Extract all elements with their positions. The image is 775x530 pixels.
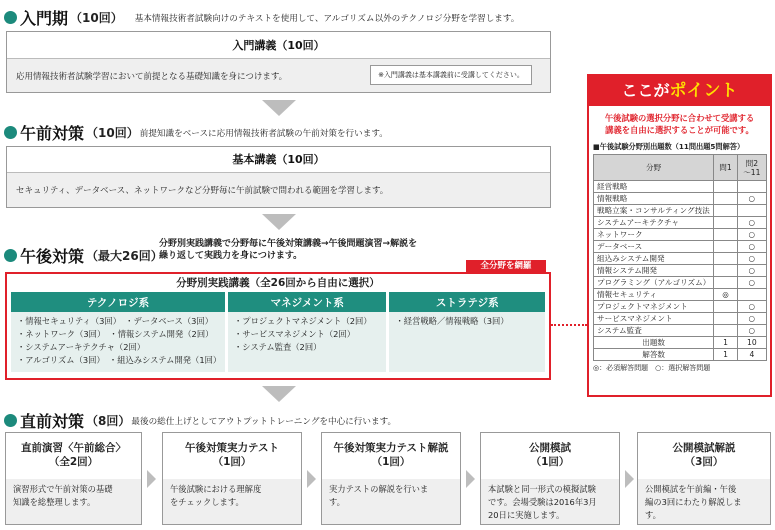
point-lead-line: 講義を自由に選択することが可能です。 xyxy=(605,125,754,135)
pm-heading xyxy=(4,244,163,267)
table-row xyxy=(594,217,767,229)
table-cell: ○ xyxy=(737,313,766,325)
table-cell: ◎ xyxy=(714,289,737,301)
table-cell xyxy=(714,253,737,265)
step-body xyxy=(638,479,770,524)
am-body-text: セキュリティ、データベース、ネットワークなど分野毎に午前試験で問われる範囲を学習します。 xyxy=(16,186,389,196)
step-count: （1回） xyxy=(530,456,570,468)
final-heading xyxy=(4,409,396,432)
pm-desc-line: 分野別実践講義で分野毎に午後対策講義→午後問題演習→解説を xyxy=(159,239,418,249)
table-row xyxy=(594,313,767,325)
chevron-right-icon xyxy=(466,470,475,488)
table-row xyxy=(594,181,767,193)
step-body xyxy=(481,479,619,524)
pm-col-body xyxy=(11,312,225,372)
step-title-line: 公開模試解説 xyxy=(672,442,736,454)
table-cell: ネットワーク xyxy=(594,229,714,241)
step-title-line: 午後対策実力テスト解説 xyxy=(333,442,449,454)
pm-col-management xyxy=(228,292,386,372)
table-cell: システム監査 xyxy=(594,325,714,337)
step-text: 午後試験における理解度 xyxy=(170,484,262,494)
final-desc: 最後の総仕上げとしてアウトプットトレーニングを中心に行います。 xyxy=(131,416,397,427)
am-box-body xyxy=(7,173,550,207)
pm-desc-line: 繰り返して実践力を身につけます。 xyxy=(159,251,303,261)
table-cell xyxy=(714,205,737,217)
intro-desc: 基本情報技術者試験向けのテキストを使用して、アルゴリズム以外のテクノロジ分野を学習します。 xyxy=(134,13,520,24)
list-item: ・情報セキュリティ（3回） ・データベース（3回） xyxy=(17,316,213,326)
am-desc: 前提知識をベースに応用情報技術者試験の午前対策を行います。 xyxy=(139,128,388,139)
table-body xyxy=(594,181,767,361)
point-lead-line: 午後試験の選択分野に合わせて受講する xyxy=(604,113,755,123)
table-cell: ○ xyxy=(737,229,766,241)
am-count: （10回） xyxy=(86,126,139,140)
table-cell xyxy=(714,193,737,205)
step-title-line: 午後対策実力テスト xyxy=(184,442,280,454)
table-cell xyxy=(714,313,737,325)
step-text: す。 xyxy=(329,497,345,507)
pm-count: （最大26回） xyxy=(86,249,163,263)
bullet-icon xyxy=(4,126,17,139)
step-title-line: 公開模試 xyxy=(529,442,571,454)
table-cell: プロジェクトマネジメント xyxy=(594,301,714,313)
step-title-line: 直前演習〈午前総合〉 xyxy=(21,442,126,454)
point-panel xyxy=(587,74,772,397)
table-cell: ○ xyxy=(737,325,766,337)
table-cell xyxy=(714,301,737,313)
list-item: ・経営戦略／情報戦略（3回） xyxy=(395,316,509,326)
pm-desc xyxy=(159,238,417,262)
table-cell: ○ xyxy=(737,241,766,253)
step-text: 本試験と同一形式の模擬試験 xyxy=(488,484,596,494)
list-item: ・プロジェクトマネジメント（2回） xyxy=(234,316,372,326)
am-box-title: 基本講義（10回） xyxy=(7,147,550,173)
table-cell: ○ xyxy=(737,217,766,229)
step-count: （3回） xyxy=(684,456,724,468)
table-row xyxy=(594,277,767,289)
table-row xyxy=(594,301,767,313)
callout-connector xyxy=(551,324,587,326)
table-row xyxy=(594,205,767,217)
pm-col-head: テクノロジ系 xyxy=(11,292,225,312)
bullet-icon xyxy=(4,11,17,24)
chevron-right-icon xyxy=(147,470,156,488)
summary-row xyxy=(594,349,767,361)
chevron-right-icon xyxy=(307,470,316,488)
table-cell: 情報システム開発 xyxy=(594,265,714,277)
table-cell xyxy=(714,241,737,253)
table-cell: 情報セキュリティ xyxy=(594,289,714,301)
step-text: 実力テストの解説を行いま xyxy=(329,484,429,494)
table-cell: 4 xyxy=(737,349,766,361)
intro-box-body xyxy=(7,59,550,92)
final-count: （8回） xyxy=(86,414,131,428)
table-row xyxy=(594,193,767,205)
point-lead xyxy=(589,106,770,136)
step-text: 公開模試を午前編・午後 xyxy=(645,484,737,494)
pm-columns xyxy=(11,292,545,372)
chevron-right-icon xyxy=(625,470,634,488)
am-heading xyxy=(4,121,388,144)
step-text: です。会場受験は2016年3月 xyxy=(488,497,597,507)
step-body xyxy=(6,479,141,524)
table-cell: サービスマネジメント xyxy=(594,313,714,325)
final-title: 直前対策 xyxy=(20,412,85,431)
intro-title: 入門期 xyxy=(20,9,69,28)
step-text: 編の3回にわたり解説しま xyxy=(645,497,742,507)
down-arrow-icon xyxy=(262,100,296,116)
am-box xyxy=(6,146,551,208)
pm-col-technology xyxy=(11,292,225,372)
table-cell: 解答数 xyxy=(594,349,714,361)
intro-heading xyxy=(4,6,519,29)
table-cell: 組込みシステム開発 xyxy=(594,253,714,265)
table-header-cell: 分野 xyxy=(594,155,714,181)
table-cell xyxy=(737,205,766,217)
table-cell xyxy=(737,289,766,301)
table-cell: 情報戦略 xyxy=(594,193,714,205)
table-row xyxy=(594,289,767,301)
table-cell: 出題数 xyxy=(594,337,714,349)
step-text: 演習形式で午前対策の基礎 xyxy=(13,484,113,494)
point-banner-prefix: ここが xyxy=(621,81,670,100)
table-cell: 1 xyxy=(714,349,737,361)
point-legend: ◎：必須解答問題 ○：選択解答問題 xyxy=(593,364,711,372)
table-cell: プログラミング（アルゴリズム） xyxy=(594,277,714,289)
list-item: ・システム監査（2回） xyxy=(234,342,322,352)
list-item: ・ネットワーク（3回） ・情報システム開発（2回） xyxy=(17,329,214,339)
table-row xyxy=(594,325,767,337)
point-table-title: ■午後試験分野別出題数（11問出題5問解答） xyxy=(593,142,745,151)
bullet-icon xyxy=(4,414,17,427)
pm-box-title: 分野別実践講義（全26回から自由に選択） xyxy=(176,277,380,289)
pm-col-head: ストラテジ系 xyxy=(389,292,545,312)
coverage-badge: 全分野を網羅 xyxy=(466,260,546,273)
intro-note: ※入門講義は基本講義前に受講してください。 xyxy=(370,65,532,85)
step-card xyxy=(480,432,620,525)
table-cell: 経営戦略 xyxy=(594,181,714,193)
intro-count: （10回） xyxy=(70,11,123,25)
table-row xyxy=(594,265,767,277)
am-title: 午前対策 xyxy=(20,124,85,143)
table-cell: ○ xyxy=(737,301,766,313)
intro-body-text: 応用情報技術者試験学習において前提となる基礎知識を身につけます。 xyxy=(16,72,288,82)
pm-box xyxy=(5,272,551,380)
table-cell xyxy=(714,181,737,193)
step-title xyxy=(163,433,301,469)
step-count: （1回） xyxy=(212,456,252,468)
step-body xyxy=(163,479,301,524)
list-item: ・システムアーキテクチャ（2回） xyxy=(17,342,146,352)
down-arrow-icon xyxy=(262,386,296,402)
exam-table xyxy=(593,154,767,361)
table-cell xyxy=(714,325,737,337)
table-header-cell: 問1 xyxy=(714,155,737,181)
intro-box xyxy=(6,31,551,93)
table-row xyxy=(594,241,767,253)
summary-row xyxy=(594,337,767,349)
step-count: （1回） xyxy=(371,456,411,468)
step-card xyxy=(637,432,771,525)
step-body xyxy=(322,479,460,524)
step-text: 知識を総整理します。 xyxy=(13,497,96,507)
step-card xyxy=(5,432,142,525)
table-row xyxy=(594,229,767,241)
table-cell: システムアーキテクチャ xyxy=(594,217,714,229)
table-cell xyxy=(737,181,766,193)
list-item: ・サービスマネジメント（2回） xyxy=(234,329,356,339)
step-title xyxy=(481,433,619,469)
pm-col-strategy xyxy=(389,292,545,372)
step-text: 20日に実施します。 xyxy=(488,510,565,520)
table-cell: データベース xyxy=(594,241,714,253)
intro-box-title: 入門講義（10回） xyxy=(7,32,550,59)
point-banner xyxy=(589,76,770,106)
table-cell xyxy=(714,229,737,241)
step-text: す。 xyxy=(645,510,661,520)
table-row xyxy=(594,253,767,265)
table-cell: 戦略立案・コンサルティング技法 xyxy=(594,205,714,217)
table-cell: ○ xyxy=(737,265,766,277)
table-cell: ○ xyxy=(737,253,766,265)
table-cell: ○ xyxy=(737,193,766,205)
step-title xyxy=(638,433,770,469)
table-cell: ○ xyxy=(737,277,766,289)
table-cell: 10 xyxy=(737,337,766,349)
table-header xyxy=(594,155,767,181)
step-title xyxy=(322,433,460,469)
table-cell xyxy=(714,265,737,277)
table-cell xyxy=(714,277,737,289)
pm-col-body xyxy=(228,312,386,372)
step-card xyxy=(162,432,302,525)
step-card xyxy=(321,432,461,525)
table-header-cell: 問2 ～11 xyxy=(737,155,766,181)
pm-col-head: マネジメント系 xyxy=(228,292,386,312)
bullet-icon xyxy=(4,249,17,262)
pm-col-body xyxy=(389,312,545,372)
list-item: ・アルゴリズム（3回） ・組込みシステム開発（1回） xyxy=(17,355,222,365)
point-banner-main: ポイント xyxy=(669,81,738,101)
pm-title: 午後対策 xyxy=(20,247,85,266)
table-cell xyxy=(714,217,737,229)
step-title xyxy=(6,433,141,469)
table-cell: 1 xyxy=(714,337,737,349)
step-text: をチェックします。 xyxy=(170,497,244,507)
step-count: （全2回） xyxy=(48,456,99,468)
down-arrow-icon xyxy=(262,214,296,230)
